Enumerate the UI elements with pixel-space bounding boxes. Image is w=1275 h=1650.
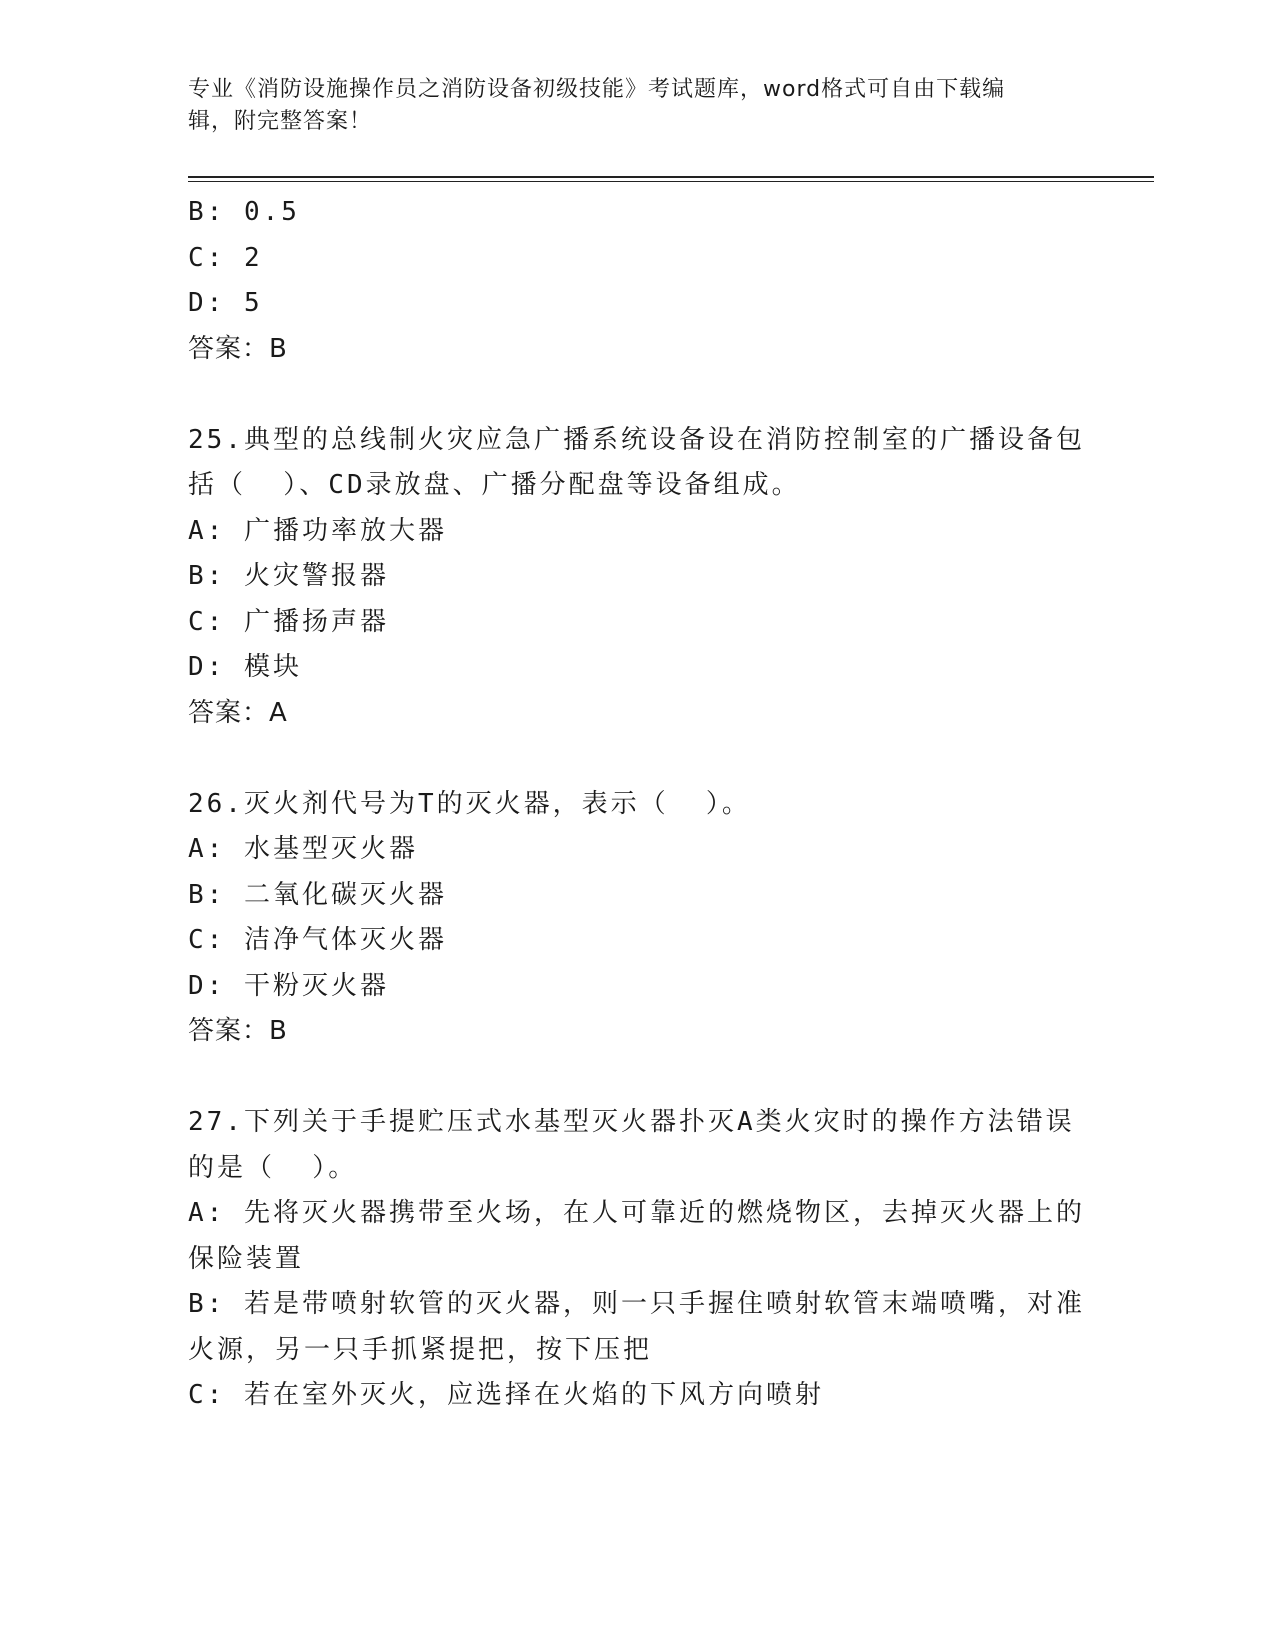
option-b: B: 火灾警报器	[188, 561, 389, 591]
answer: 答案：B	[188, 1016, 288, 1046]
option-c: C: 洁净气体灭火器	[188, 925, 447, 955]
question-stem-cont: 括（ ）、CD录放盘、广播分配盘等设备组成。	[188, 470, 801, 500]
option-d: D: 5	[188, 288, 263, 318]
header-line-2: 辑，附完整答案！	[188, 109, 373, 134]
question-stem: 25.典型的总线制火灾应急广播系统设备设在消防控制室的广播设备包	[188, 424, 1085, 455]
option-b: B: 二氧化碳灭火器	[188, 879, 447, 910]
question-stem-cont: 的是（ ）。	[188, 1152, 358, 1183]
question-stem: 27.下列关于手提贮压式水基型灭火器扑灭A类火灾时的操作方法错误	[188, 1107, 1075, 1137]
option-c: C: 2	[188, 242, 263, 273]
option-b-cont: 火源，另一只手抓紧提把，按下压把	[188, 1334, 653, 1365]
header-line-1: 专业《消防设施操作员之消防设备初级技能》考试题库，word格式可自由下载编	[188, 77, 1006, 102]
spacer	[188, 736, 1088, 782]
option-d: D: 干粉灭火器	[188, 970, 389, 1001]
answer: 答案：B	[188, 333, 288, 364]
option-b: B: 若是带喷射软管的灭火器，则一只手握住喷射软管末端喷嘴，对准	[188, 1289, 1085, 1319]
question-body	[188, 190, 1088, 1419]
option-a: A: 广播功率放大器	[188, 515, 447, 546]
option-b: B: 0.5	[188, 197, 300, 227]
option-c: C: 广播扬声器	[188, 606, 389, 637]
question-25	[188, 418, 1088, 737]
question-27	[188, 1100, 1088, 1419]
header-rule-thick	[188, 176, 1154, 178]
prev-question-block	[188, 190, 1088, 372]
page-header	[188, 74, 1068, 138]
question-26	[188, 782, 1088, 1055]
spacer	[188, 372, 1088, 418]
option-d: D: 模块	[188, 652, 302, 682]
answer: 答案：A	[188, 697, 288, 728]
header-rule-thin	[188, 181, 1154, 182]
spacer	[188, 1055, 1088, 1101]
option-a: A: 水基型灭火器	[188, 834, 418, 864]
option-a: A: 先将灭火器携带至火场，在人可靠近的燃烧物区，去掉灭火器上的	[188, 1198, 1085, 1228]
question-stem: 26.灭火剂代号为T的灭火器，表示（ ）。	[188, 788, 751, 819]
option-c: C: 若在室外灭火，应选择在火焰的下风方向喷射	[188, 1380, 824, 1410]
option-a-cont: 保险装置	[188, 1243, 305, 1274]
